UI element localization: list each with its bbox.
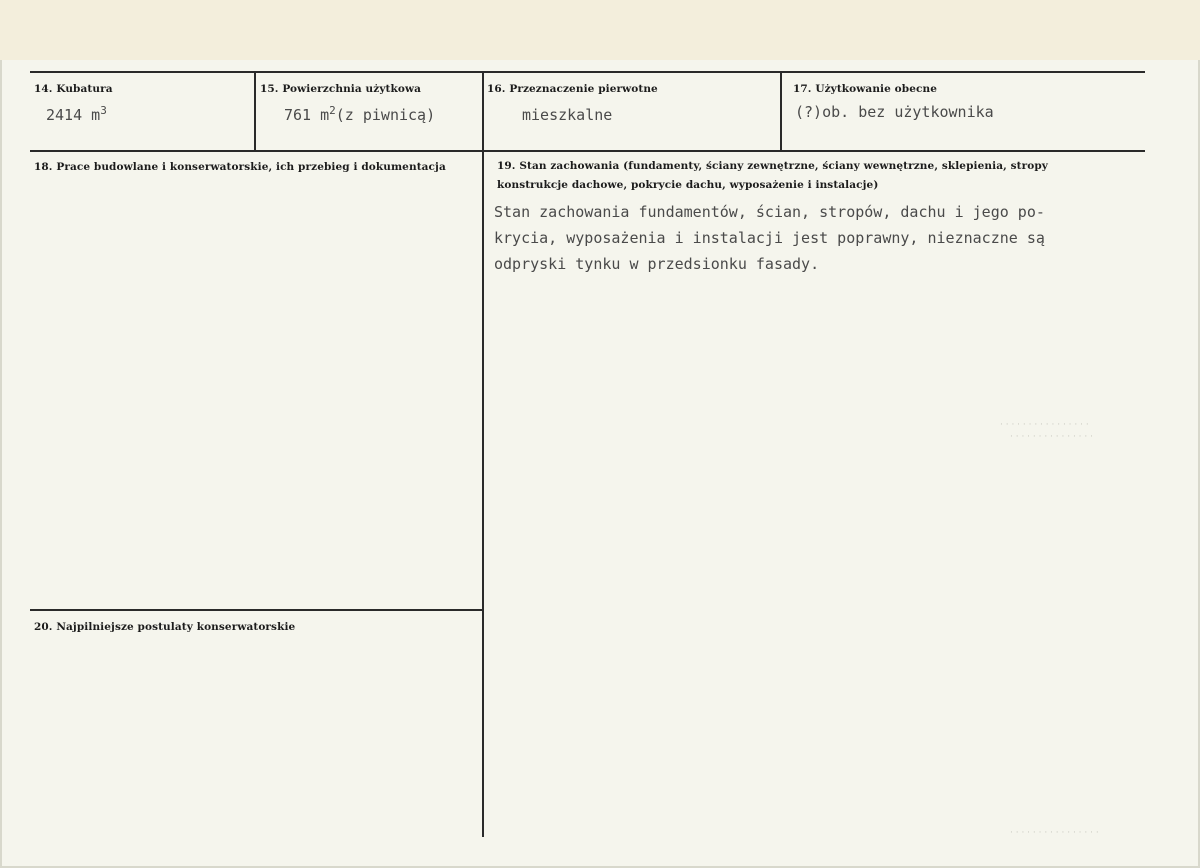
field-19-text-line: krycia, wyposażenia i instalacji jest poprawny, nieznaczne są xyxy=(494,229,1045,247)
col-divider-1 xyxy=(254,72,256,152)
field-14-value xyxy=(46,106,107,124)
field-15-unit-exponent: 2 xyxy=(329,104,336,117)
field-19-text-line: odpryski tynku w przedsionku fasady. xyxy=(494,255,820,273)
field-14-number: 2414 m xyxy=(46,106,101,124)
col-divider-3 xyxy=(780,72,782,152)
field-15-note: (z piwnicą) xyxy=(335,106,436,124)
scan-mark: · · · · · · · · · · · · · · · · xyxy=(1000,420,1089,430)
field-19-text-line: Stan zachowania fundamentów, ścian, stropów, dachu i jego po- xyxy=(494,203,1045,221)
col-divider-2 xyxy=(482,72,484,837)
scan-mark: · · · · · · · · · · · · · · · xyxy=(1010,432,1093,442)
field-16-label: 16. Przeznaczenie pierwotne xyxy=(487,83,658,95)
field-19-text xyxy=(494,199,1154,277)
field-15-label: 15. Powierzchnia użytkowa xyxy=(260,83,422,95)
field-18-label: 18. Prace budowlane i konserwatorskie, ich przebieg i dokumentacja xyxy=(34,161,446,173)
field-20-label: 20. Najpilniejsze postulaty konserwatorskie xyxy=(34,621,296,633)
field-20-divider xyxy=(30,609,483,611)
row-divider xyxy=(30,150,1145,152)
field-14-label: 14. Kubatura xyxy=(34,83,113,95)
field-17-value: (?)ob. bez użytkownika xyxy=(795,103,994,121)
top-rule xyxy=(30,71,1145,73)
field-16-value: mieszkalne xyxy=(522,106,613,124)
field-14-unit-exponent: 3 xyxy=(100,104,107,117)
field-19-label-line-2: konstrukcje dachowe, pokrycie dachu, wyposażenie i instalacje) xyxy=(497,179,879,191)
field-15-value xyxy=(284,106,435,124)
card-top-edge xyxy=(0,0,1200,60)
field-19-label-line-1: 19. Stan zachowania (fundamenty, ściany zewnętrzne, ściany wewnętrzne, sklepienia, stropy xyxy=(497,160,1048,172)
field-15-number: 761 m xyxy=(284,106,330,124)
field-17-label: 17. Użytkowanie obecne xyxy=(793,83,938,95)
scan-mark: · · · · · · · · · · · · · · · · xyxy=(1010,828,1099,838)
